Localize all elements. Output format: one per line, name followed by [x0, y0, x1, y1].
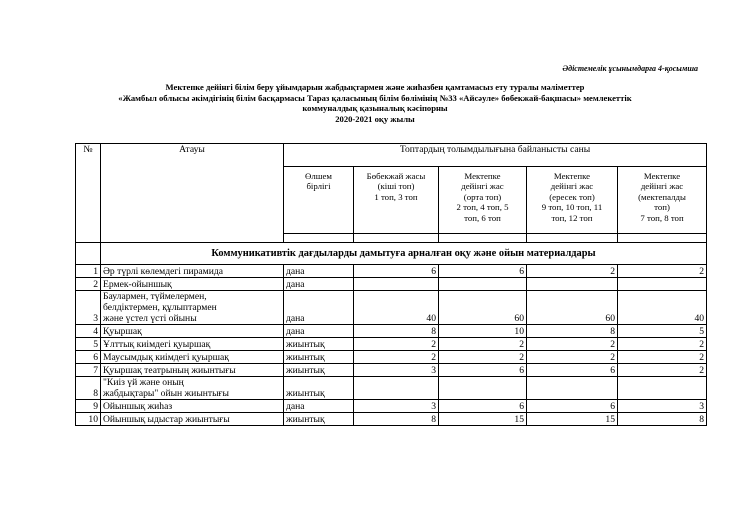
row-number: 2 — [76, 278, 101, 291]
table-row — [76, 377, 707, 400]
row-qty-senior: 2 — [527, 338, 618, 351]
column-header-nursery — [354, 167, 439, 234]
row-qty-preschool: 2 — [618, 364, 707, 377]
row-qty-preschool: 3 — [618, 400, 707, 413]
row-qty-nursery: 2 — [354, 338, 439, 351]
header-line: Мектепке — [553, 171, 591, 181]
row-qty-middle — [439, 278, 527, 291]
row-number: 4 — [76, 325, 101, 338]
row-qty-senior — [527, 377, 618, 400]
header-line: 7 топ, 8 топ — [640, 212, 684, 223]
row-name-line: Әр түрлі көлемдегі пирамида — [103, 266, 224, 277]
row-unit: дана — [284, 278, 354, 291]
heading-line-3: коммуналдық қазыналық кәсіпорны — [302, 103, 448, 113]
row-unit: дана — [284, 265, 354, 278]
heading-line-2: «Жамбыл облысы әкімдігінің білім басқармасы Тараз қаласының білім бөлімінің №33 «Айсәуле» бөбекжай-бақшасы» мемлекеттік — [118, 92, 632, 103]
row-name — [101, 377, 284, 400]
row-qty-nursery: 3 — [354, 364, 439, 377]
header-line: дейінгі жас — [461, 181, 504, 192]
row-name-line: "Киіз үй және оның — [103, 377, 184, 388]
row-name-line: белдіктермен, құлыптармен — [103, 302, 217, 313]
row-qty-nursery — [354, 377, 439, 400]
row-qty-senior: 2 — [527, 265, 618, 278]
row-unit: жиынтық — [284, 413, 354, 426]
row-qty-nursery — [354, 278, 439, 291]
row-number: 5 — [76, 338, 101, 351]
table-row — [76, 338, 707, 351]
table-row — [76, 413, 707, 426]
row-name-line: Ойыншық жиһаз — [103, 401, 173, 412]
row-qty-senior: 6 — [527, 400, 618, 413]
row-number: 8 — [76, 377, 101, 400]
equipment-table — [75, 143, 707, 426]
row-name-line: және үстел үсті ойыны — [103, 313, 197, 324]
row-qty-middle: 10 — [439, 325, 527, 338]
column-header-senior — [527, 167, 618, 234]
row-qty-senior — [527, 278, 618, 291]
column-header-name: Атауы — [101, 144, 284, 243]
row-name-line: Ермек-ойыншық — [103, 279, 172, 290]
row-number: 6 — [76, 351, 101, 364]
header-line: 1 топ, 3 топ — [374, 191, 418, 202]
row-name-line: Ойыншық ыдыстар жиынтығы — [103, 414, 230, 425]
row-qty-senior: 6 — [527, 364, 618, 377]
row-unit: дана — [284, 291, 354, 325]
header-line: 2 топ, 4 топ, 5 — [456, 202, 509, 213]
row-qty-preschool: 2 — [618, 265, 707, 278]
row-unit: дана — [284, 325, 354, 338]
table-row — [76, 278, 707, 291]
row-qty-middle: 6 — [439, 265, 527, 278]
row-qty-middle — [439, 377, 527, 400]
section-title: Коммуникативтік дағдыларды дамытуға арналған оқу және ойын материалдары — [101, 243, 707, 265]
appendix-note: Әдістемелік ұсынымдарға 4-қосымша — [562, 64, 698, 73]
heading-line-4: 2020-2021 оқу жылы — [335, 113, 415, 124]
table-row — [76, 265, 707, 278]
row-qty-preschool: 2 — [618, 338, 707, 351]
row-qty-preschool: 8 — [618, 413, 707, 426]
table-row — [76, 364, 707, 377]
table-row — [76, 351, 707, 364]
row-name-line: Баулармен, түймелермен, — [103, 291, 207, 302]
table-row — [76, 400, 707, 413]
row-unit: жиынтық — [284, 377, 354, 400]
row-qty-senior: 8 — [527, 325, 618, 338]
table-row — [76, 325, 707, 338]
column-header-group: Топтардың толымдылығына байланысты саны — [284, 144, 707, 167]
row-qty-senior: 15 — [527, 413, 618, 426]
header-line: топ) — [654, 202, 670, 213]
header-line: Мектепке — [464, 171, 501, 181]
row-name-line: жабдықтары" ойын жиынтығы — [103, 388, 229, 399]
row-qty-nursery: 3 — [354, 400, 439, 413]
row-name — [101, 400, 284, 413]
row-name-line: Ұлттық киімдегі қуыршақ — [103, 339, 211, 350]
row-unit: жиынтық — [284, 351, 354, 364]
row-unit: жиынтық — [284, 364, 354, 377]
header-line: (ересек топ) — [549, 191, 595, 202]
row-qty-preschool: 40 — [618, 291, 707, 325]
row-qty-preschool: 5 — [618, 325, 707, 338]
heading-line-1: Мектепке дейінгі білім беру ұйымдарын жабдықтармен және жиһазбен қамтамасыз ету туралы мәліметтер — [165, 82, 585, 92]
row-name — [101, 351, 284, 364]
row-qty-middle: 6 — [439, 364, 527, 377]
row-qty-middle: 15 — [439, 413, 527, 426]
header-line: Мектепке — [643, 171, 681, 181]
row-qty-middle: 2 — [439, 351, 527, 364]
header-line: Бөбекжай жасы — [366, 171, 426, 181]
header-line: (кіші топ) — [377, 181, 415, 192]
row-name-line: Қуыршақ — [103, 326, 142, 337]
row-name-line: Маусымдық киімдегі қуыршақ — [103, 352, 229, 363]
table-row — [76, 291, 707, 325]
row-name — [101, 291, 284, 325]
row-unit: дана — [284, 400, 354, 413]
row-name — [101, 364, 284, 377]
header-line: топ, 12 топ — [551, 212, 593, 223]
row-number: 7 — [76, 364, 101, 377]
document-heading — [40, 82, 710, 124]
row-qty-nursery: 8 — [354, 325, 439, 338]
header-line: (орта топ) — [463, 191, 502, 202]
row-qty-middle: 2 — [439, 338, 527, 351]
header-line: топ, 6 топ — [464, 212, 501, 223]
row-qty-nursery: 2 — [354, 351, 439, 364]
row-qty-middle: 6 — [439, 400, 527, 413]
row-qty-preschool — [618, 278, 707, 291]
header-line: Өлшем — [305, 171, 332, 181]
row-name-line: Қуыршақ театрының жиынтығы — [103, 365, 236, 376]
row-qty-middle: 60 — [439, 291, 527, 325]
row-name — [101, 325, 284, 338]
row-number: 10 — [76, 413, 101, 426]
header-line: бірлігі — [306, 181, 331, 192]
header-line: дейінгі жас — [550, 181, 594, 192]
column-header-unit — [284, 167, 354, 234]
row-qty-senior: 2 — [527, 351, 618, 364]
row-number: 3 — [76, 291, 101, 325]
header-line: (мектепалды — [638, 191, 686, 202]
row-qty-nursery: 6 — [354, 265, 439, 278]
row-qty-preschool — [618, 377, 707, 400]
row-qty-nursery: 8 — [354, 413, 439, 426]
row-unit: жиынтық — [284, 338, 354, 351]
header-line: дейінгі жас — [640, 181, 684, 192]
column-header-number: № — [76, 144, 101, 243]
header-line: 9 топ, 10 топ, 11 — [541, 202, 603, 213]
column-header-preschool — [618, 167, 707, 234]
row-qty-preschool: 2 — [618, 351, 707, 364]
row-name — [101, 413, 284, 426]
column-header-middle — [439, 167, 527, 234]
row-name — [101, 265, 284, 278]
row-number: 1 — [76, 265, 101, 278]
row-qty-nursery: 40 — [354, 291, 439, 325]
row-number: 9 — [76, 400, 101, 413]
row-qty-senior: 60 — [527, 291, 618, 325]
row-name — [101, 338, 284, 351]
row-name — [101, 278, 284, 291]
